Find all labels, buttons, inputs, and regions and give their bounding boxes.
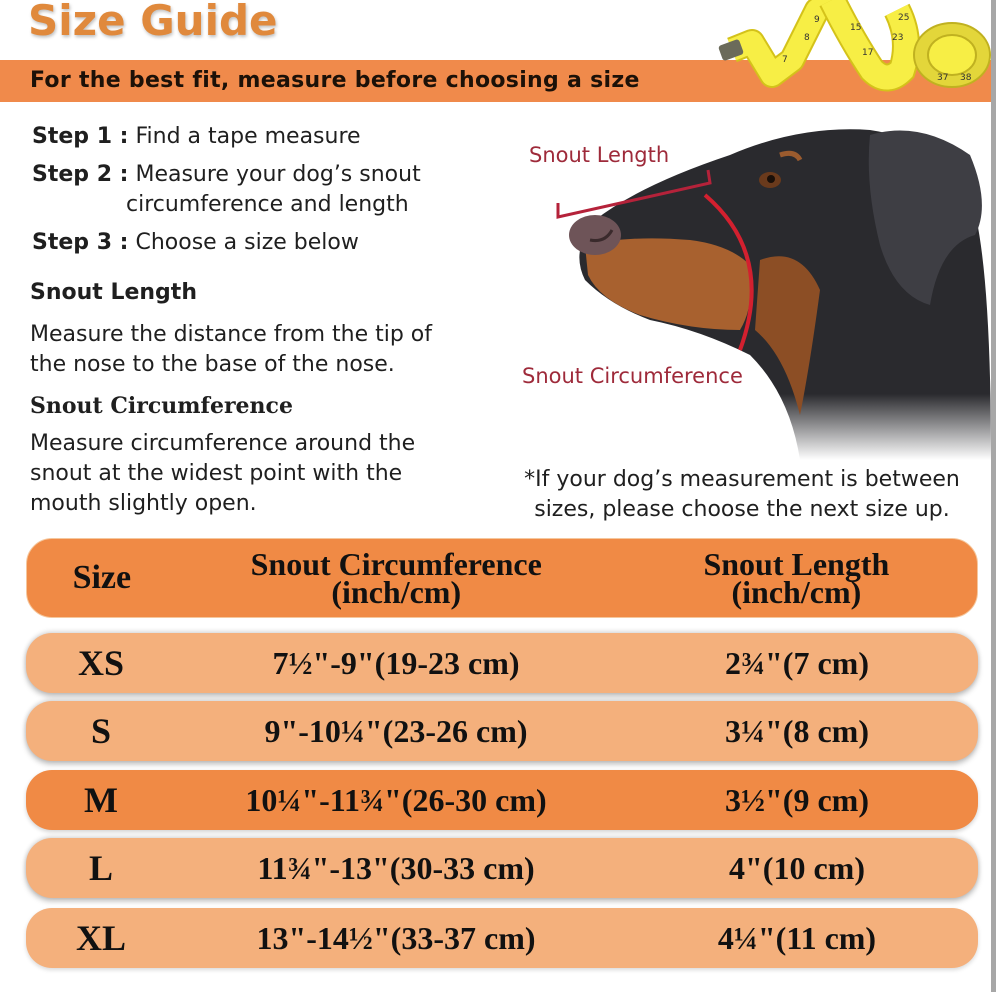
- svg-text:8: 8: [804, 33, 810, 43]
- header-size: Size: [72, 559, 132, 596]
- header-line: Snout Length: [703, 546, 890, 582]
- step-text-continued: circumference and length: [126, 192, 409, 217]
- cell-length: 3¼"(8 cm): [725, 712, 869, 749]
- page-title: Size Guide: [28, 0, 278, 45]
- table-row: [26, 838, 978, 898]
- header-length: [616, 546, 977, 610]
- description-line: Measure circumference around the: [30, 431, 416, 456]
- step-2: [32, 160, 421, 220]
- cell-size: M: [84, 780, 118, 820]
- svg-text:15: 15: [850, 23, 862, 33]
- description-line: the nose to the base of the nose.: [30, 352, 395, 377]
- step-label: Step 1 :: [32, 124, 129, 149]
- snout-length-description: [30, 320, 500, 380]
- svg-text:37: 37: [937, 73, 949, 83]
- table-row: [26, 701, 978, 761]
- description-line: Measure the distance from the tip of: [30, 322, 432, 347]
- step-text: Choose a size below: [135, 230, 359, 255]
- steps-list: [32, 122, 421, 266]
- table-row: [26, 908, 978, 968]
- snout-circumference-description: [30, 429, 500, 519]
- tape-measure-icon: [712, 0, 992, 100]
- svg-text:38: 38: [960, 73, 972, 83]
- step-label: Step 2 :: [32, 162, 129, 187]
- step-1: [32, 122, 421, 152]
- cell-circumference: 9"-10¼"(23-26 cm): [264, 712, 528, 749]
- description-line: snout at the widest point with the: [30, 461, 403, 486]
- header-line: Snout Circumference: [250, 546, 542, 582]
- snout-circumference-label: Snout Circumference: [522, 364, 743, 388]
- svg-text:17: 17: [862, 48, 874, 58]
- right-border-rule: [991, 0, 996, 992]
- svg-text:25: 25: [898, 13, 910, 23]
- header-line: (inch/cm): [331, 574, 462, 610]
- svg-text:23: 23: [892, 33, 904, 43]
- sizing-note: [497, 465, 987, 525]
- snout-length-heading: Snout Length: [30, 280, 197, 305]
- cell-length: 3½"(9 cm): [725, 781, 869, 818]
- cell-circumference: 7½"-9"(19-23 cm): [272, 644, 520, 681]
- cell-size: XS: [77, 643, 125, 683]
- description-line: mouth slightly open.: [30, 491, 257, 516]
- cell-size: L: [88, 848, 113, 888]
- snout-length-label: Snout Length: [529, 143, 670, 167]
- svg-text:7: 7: [782, 55, 788, 65]
- table-row: [26, 633, 978, 693]
- table-row: [26, 770, 978, 830]
- step-3: [32, 228, 421, 258]
- cell-length: 2¾"(7 cm): [725, 644, 869, 681]
- cell-circumference: 11¾"-13"(30-33 cm): [257, 849, 535, 886]
- cell-length: 4"(10 cm): [729, 849, 865, 886]
- cell-length: 4¼"(11 cm): [717, 919, 877, 956]
- step-text: Find a tape measure: [135, 124, 361, 149]
- cell-size: S: [90, 711, 112, 751]
- cell-circumference: 10¼"-11¾"(26-30 cm): [245, 781, 547, 818]
- table-header: [26, 538, 978, 618]
- note-line: *If your dog’s measurement is between: [524, 467, 960, 492]
- note-line: sizes, please choose the next size up.: [534, 497, 950, 522]
- step-text: Measure your dog’s snout: [135, 162, 421, 187]
- svg-text:9: 9: [814, 15, 820, 25]
- snout-circumference-heading: Snout Circumference: [30, 393, 293, 419]
- header-line: (inch/cm): [731, 574, 862, 610]
- cell-circumference: 13"-14½"(33-37 cm): [256, 919, 536, 956]
- header-circumference: [177, 546, 616, 610]
- step-label: Step 3 :: [32, 230, 129, 255]
- banner-text: For the best fit, measure before choosing a size: [30, 68, 640, 93]
- cell-size: XL: [75, 918, 126, 958]
